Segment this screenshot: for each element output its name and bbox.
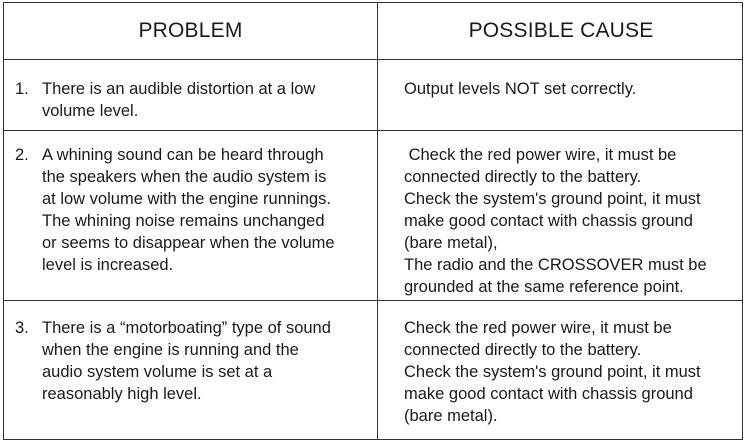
problem-line: The whining noise remains unchanged xyxy=(42,212,325,230)
cause-line: grounded at the same reference point. xyxy=(404,278,684,296)
cause-line: Check the red power wire, it must be xyxy=(404,146,677,164)
row-divider xyxy=(4,300,742,301)
problem-line: the speakers when the audio system is xyxy=(42,168,327,186)
cause-line: connected directly to the battery. xyxy=(404,341,642,359)
problem-line: level is increased. xyxy=(42,256,174,274)
cause-line: Check the system's ground point, it must xyxy=(404,190,701,208)
problem-line: at low volume with the engine runnings. xyxy=(42,190,331,208)
cause-line: make good contact with chassis ground xyxy=(404,385,693,403)
cause-line: (bare metal). xyxy=(404,407,498,425)
cause-cell xyxy=(404,144,707,298)
row-number: 3. xyxy=(15,319,29,337)
cause-line: Output levels NOT set correctly. xyxy=(404,80,637,98)
problem-cell xyxy=(42,317,331,405)
problem-line: when the engine is running and the xyxy=(42,341,299,359)
problem-line: audio system volume is set at a xyxy=(42,363,273,381)
problem-line: reasonably high level. xyxy=(42,385,202,403)
problem-line: There is a “motorboating” type of sound xyxy=(42,319,331,337)
row-number: 1. xyxy=(15,80,29,98)
cause-line: connected directly to the battery. xyxy=(404,168,642,186)
cause-line: make good contact with chassis ground xyxy=(404,212,693,230)
problem-line: There is an audible distortion at a low xyxy=(42,80,316,98)
problem-cell xyxy=(42,144,335,276)
header-divider xyxy=(4,59,742,60)
cause-cell xyxy=(404,317,701,427)
problem-cell xyxy=(42,78,315,122)
problem-line: or seems to disappear when the volume xyxy=(42,234,335,252)
cause-line: (bare metal), xyxy=(404,234,498,252)
column-divider xyxy=(377,3,378,439)
cause-line: Check the red power wire, it must be xyxy=(404,319,672,337)
problem-header: PROBLEM xyxy=(138,19,243,42)
troubleshooting-table xyxy=(3,2,743,440)
cause-line: Check the system's ground point, it must xyxy=(404,363,701,381)
cause-line: The radio and the CROSSOVER must be xyxy=(404,256,707,274)
problem-line: A whining sound can be heard through xyxy=(42,146,324,164)
cause-header: POSSIBLE CAUSE xyxy=(468,19,654,42)
row-divider xyxy=(4,130,742,131)
problem-line: volume level. xyxy=(42,102,139,120)
cause-cell xyxy=(404,78,636,100)
row-number: 2. xyxy=(15,146,29,164)
